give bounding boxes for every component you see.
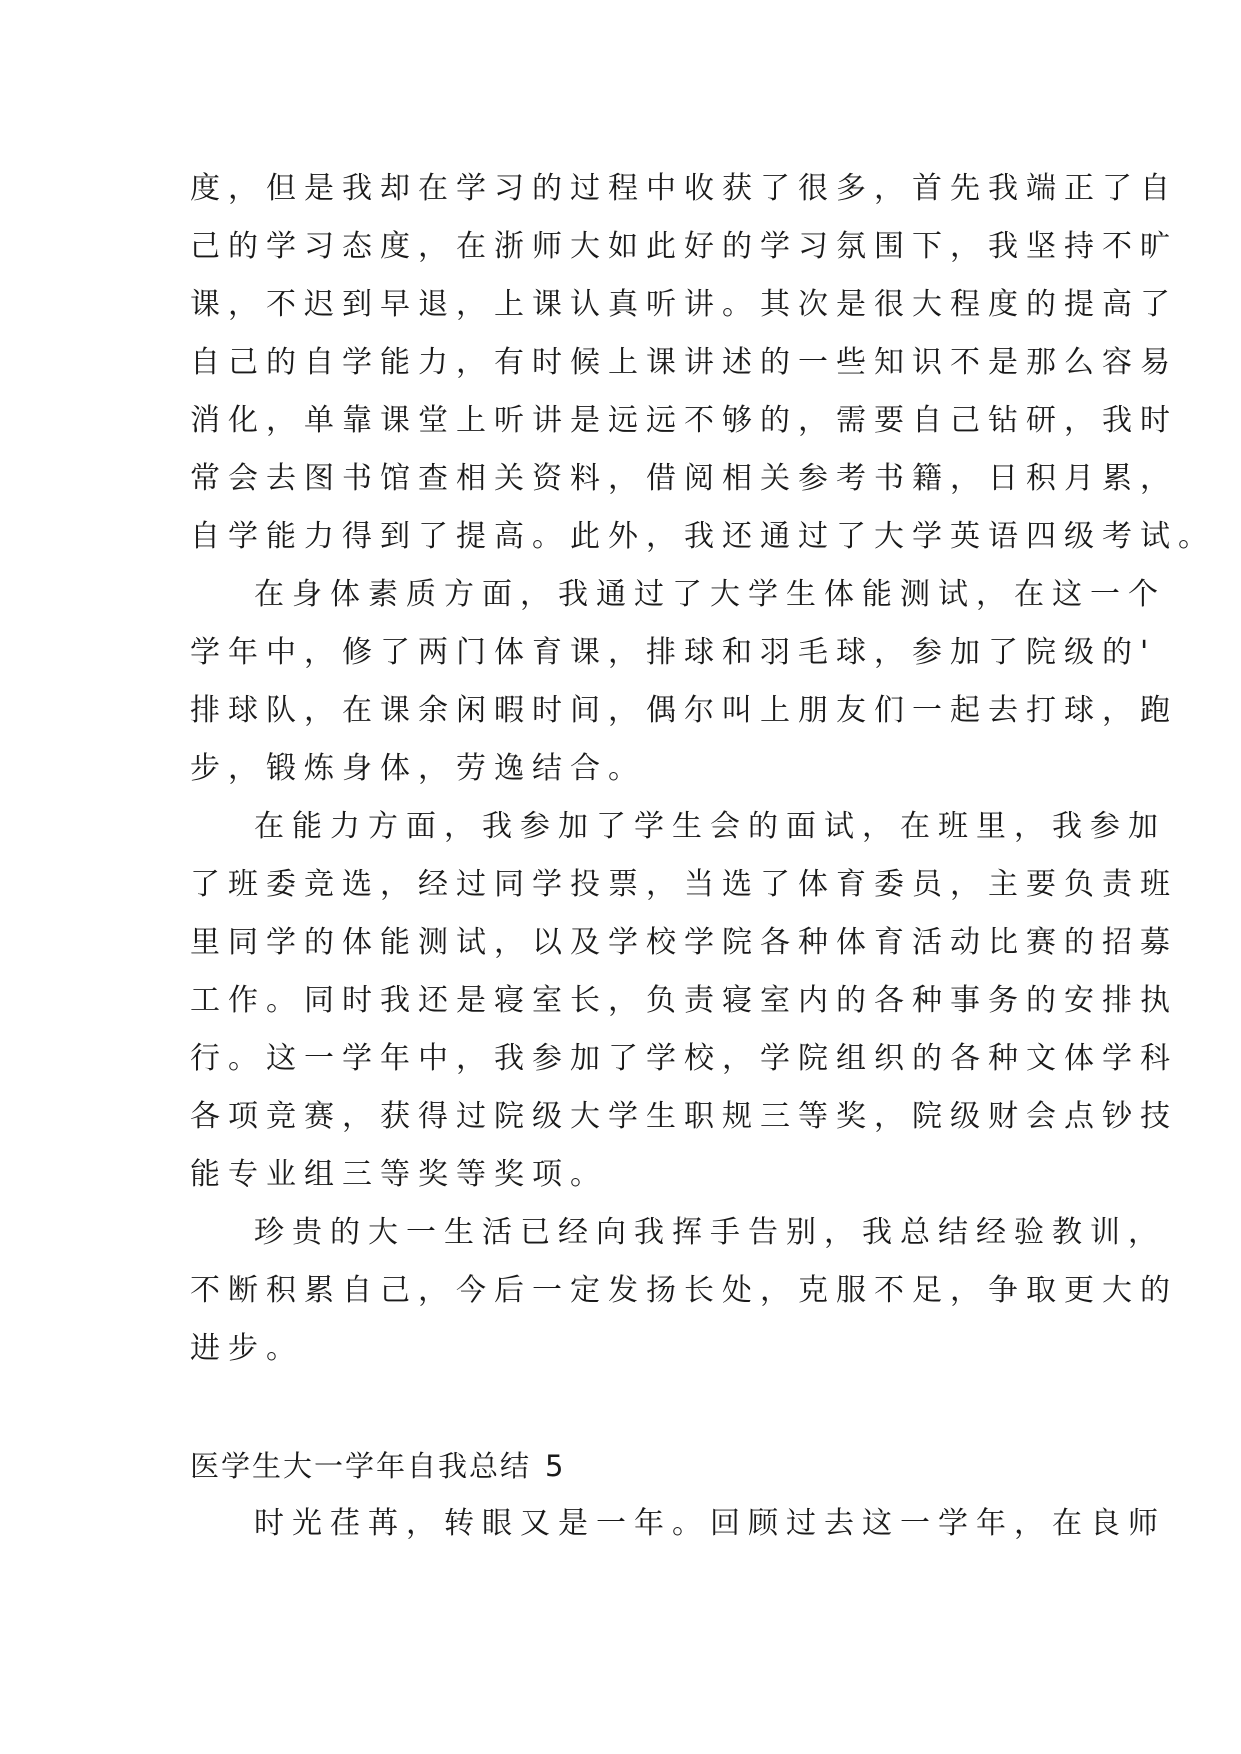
paragraph-2: [190, 566, 1178, 798]
text-line: 自己的自学能力，有时候上课讲述的一些知识不是那么容易: [190, 345, 1178, 380]
paragraph-5: [190, 1495, 1166, 1553]
text-line: 行。这一学年中，我参加了学校，学院组织的各种文体学科: [190, 1041, 1178, 1076]
text-line: 消化，单靠课堂上听讲是远远不够的，需要自己钻研，我时: [190, 403, 1178, 438]
section-heading-number: 5: [545, 1449, 566, 1483]
text-line: 课，不迟到早退，上课认真听讲。其次是很大程度的提高了: [190, 287, 1178, 322]
text-line: 自学能力得到了提高。此外，我还通过了大学英语四级考试。: [190, 519, 1216, 554]
text-line: 己的学习态度，在浙师大如此好的学习氛围下，我坚持不旷: [190, 229, 1178, 264]
text-line: 里同学的体能测试，以及学校学院各种体育活动比赛的招募: [190, 925, 1178, 960]
text-line: 工作。同时我还是寝室长，负责寝室内的各种事务的安排执: [190, 983, 1178, 1018]
text-line: 步，锻炼身体，劳逸结合。: [190, 751, 646, 786]
text-line: 学年中，修了两门体育课，排球和羽毛球，参加了院级的': [190, 635, 1157, 670]
text-line: 进步。: [190, 1331, 304, 1366]
section-heading-title: 医学生大一学年自我总结: [190, 1449, 532, 1483]
text-line: 各项竞赛，获得过院级大学生职规三等奖，院级财会点钞技: [190, 1099, 1178, 1134]
body-text: [190, 160, 1216, 1378]
text-line: 时光荏苒，转眼又是一年。回顾过去这一学年，在良师: [254, 1506, 1166, 1541]
paragraph-1: [190, 160, 1216, 566]
text-line: 常会去图书馆查相关资料，借阅相关参考书籍，日积月累，: [190, 461, 1178, 496]
text-line: 在能力方面，我参加了学生会的面试，在班里，我参加: [254, 809, 1166, 844]
text-line: 度，但是我却在学习的过程中收获了很多，首先我端正了自: [190, 171, 1178, 206]
section-heading: [190, 1437, 565, 1495]
text-line: 不断积累自己，今后一定发扬长处，克服不足，争取更大的: [190, 1273, 1178, 1308]
text-line: 排球队，在课余闲暇时间，偶尔叫上朋友们一起去打球，跑: [190, 693, 1178, 728]
text-line: 珍贵的大一生活已经向我挥手告别，我总结经验教训，: [254, 1215, 1166, 1250]
paragraph-4: [190, 1204, 1178, 1378]
text-line: 了班委竞选，经过同学投票，当选了体育委员，主要负责班: [190, 867, 1178, 902]
text-line: 能专业组三等奖等奖项。: [190, 1157, 608, 1192]
text-line: 在身体素质方面，我通过了大学生体能测试，在这一个: [254, 577, 1166, 612]
paragraph-3: [190, 798, 1178, 1204]
